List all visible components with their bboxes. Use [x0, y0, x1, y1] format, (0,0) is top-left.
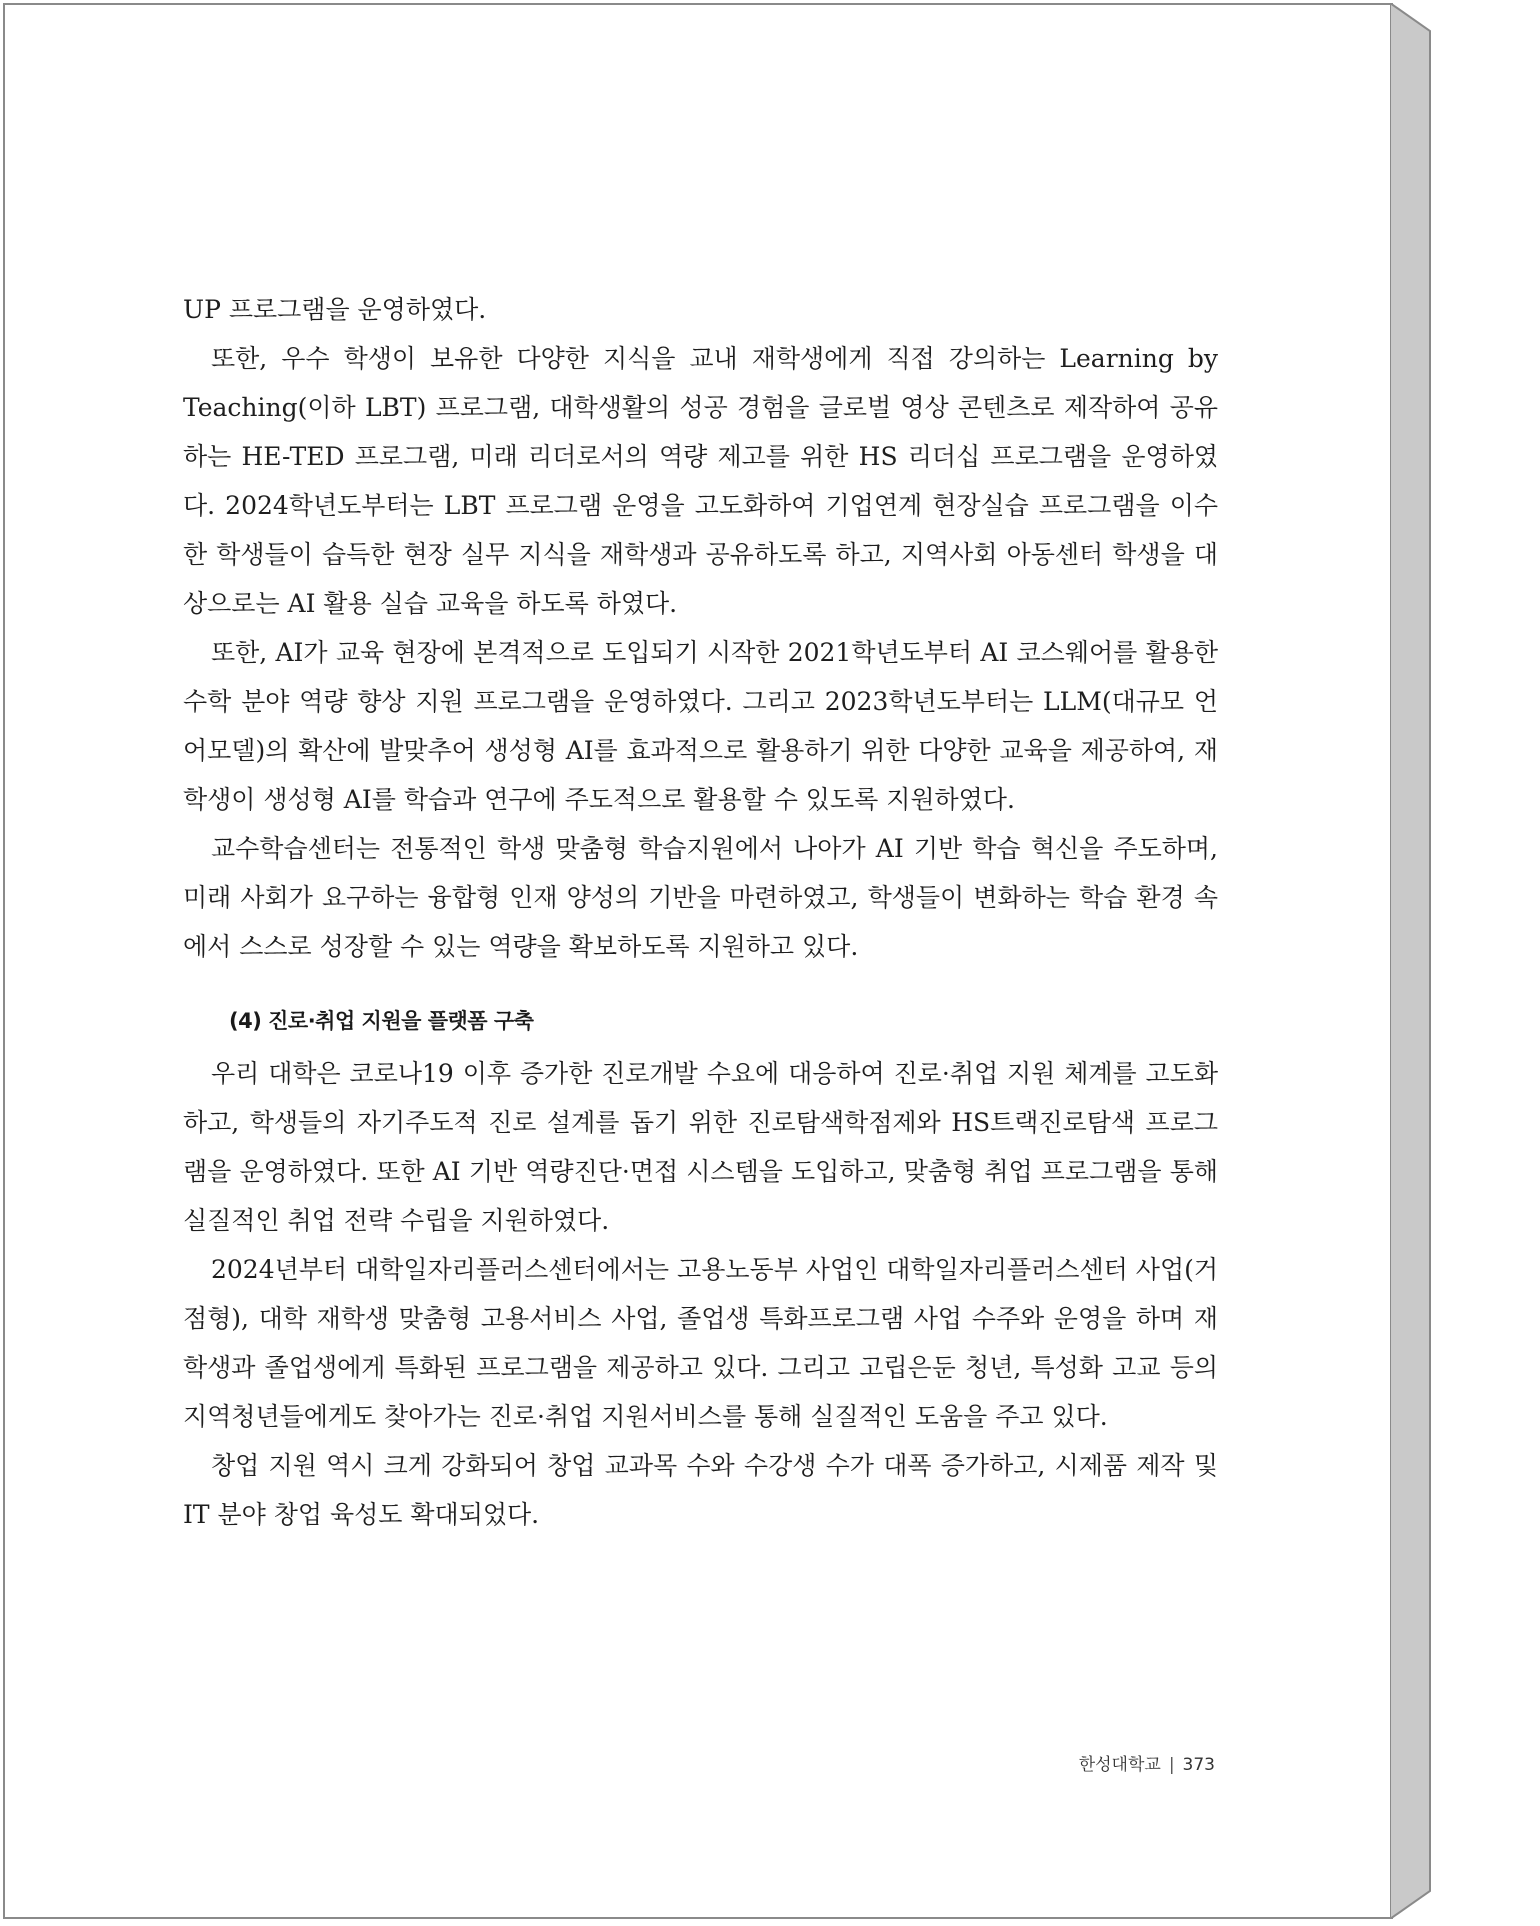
- page-content: [183, 285, 1218, 1539]
- section-heading: (4) 진로·취업 지원을 플랫폼 구축: [229, 1009, 534, 1033]
- paragraph: 또한, 우수 학생이 보유한 다양한 지식을 교내 재학생에게 직접 강의하는 Learning by Teaching(이하 LBT) 프로그램, 대학생활의 성공 경험을 글로벌 영상 콘텐츠로 제작하여 공유하는 HE-TED 프로그램, 미래 리더로서의 역량 제고를 위한 HS 리더십 프로그램을 운영하였다. 2024학년도부터는 LBT 프로그램 운영을 고도화하여 기업연계 현장실습 프로그램을 이수한 학생들이 습득한 현장 실무 지식을 재학생과 공유하도록 하고, 지역사회 아동센터 학생을 대상으로는 AI 활용 실습 교육을 하도록 하였다.: [183, 344, 1218, 618]
- paragraph: UP 프로그램을 운영하였다.: [183, 295, 487, 324]
- paragraph: 2024년부터 대학일자리플러스센터에서는 고용노동부 사업인 대학일자리플러스센터 사업(거점형), 대학 재학생 맞춤형 고용서비스 사업, 졸업생 특화프로그램 사업 수주와 운영을 하며 재학생과 졸업생에게 특화된 프로그램을 제공하고 있다. 그리고 고립은둔 청년, 특성화 고교 등의 지역청년들에게도 찾아가는 진로·취업 지원서비스를 통해 실질적인 도움을 주고 있다.: [183, 1255, 1218, 1431]
- paragraph: 창업 지원 역시 크게 강화되어 창업 교과목 수와 수강생 수가 대폭 증가하고, 시제품 제작 및 IT 분야 창업 육성도 확대되었다.: [183, 1451, 1218, 1529]
- footer-separator: |: [1168, 1755, 1175, 1775]
- paragraph-group-bottom: [183, 1049, 1218, 1539]
- paragraph: 우리 대학은 코로나19 이후 증가한 진로개발 수요에 대응하여 진로·취업 지원 체계를 고도화하고, 학생들의 자기주도적 진로 설계를 돕기 위한 진로탐색학점제와 HS트랙진로탐색 프로그램을 운영하였다. 또한 AI 기반 역량진단·면접 시스템을 도입하고, 맞춤형 취업 프로그램을 통해 실질적인 취업 전략 수립을 지원하였다.: [183, 1059, 1218, 1235]
- paragraph-group-top: [183, 285, 1218, 971]
- page-footer: [1010, 1753, 1215, 1777]
- paragraph: 또한, AI가 교육 현장에 본격적으로 도입되기 시작한 2021학년도부터 AI 코스웨어를 활용한 수학 분야 역량 향상 지원 프로그램을 운영하였다. 그리고 2023학년도부터는 LLM(대규모 언어모델)의 확산에 발맞추어 생성형 AI를 효과적으로 활용하기 위한 다양한 교육을 제공하여, 재학생이 생성형 AI를 학습과 연구에 주도적으로 활용할 수 있도록 지원하였다.: [183, 638, 1218, 814]
- page-number: 373: [1182, 1755, 1215, 1775]
- book-page-edge: [1390, 3, 1438, 1919]
- footer-university: 한성대학교: [1078, 1755, 1161, 1775]
- paragraph: 교수학습센터는 전통적인 학생 맞춤형 학습지원에서 나아가 AI 기반 학습 혁신을 주도하며, 미래 사회가 요구하는 융합형 인재 양성의 기반을 마련하였고, 학생들이 변화하는 학습 환경 속에서 스스로 성장할 수 있는 역량을 확보하도록 지원하고 있다.: [183, 834, 1218, 961]
